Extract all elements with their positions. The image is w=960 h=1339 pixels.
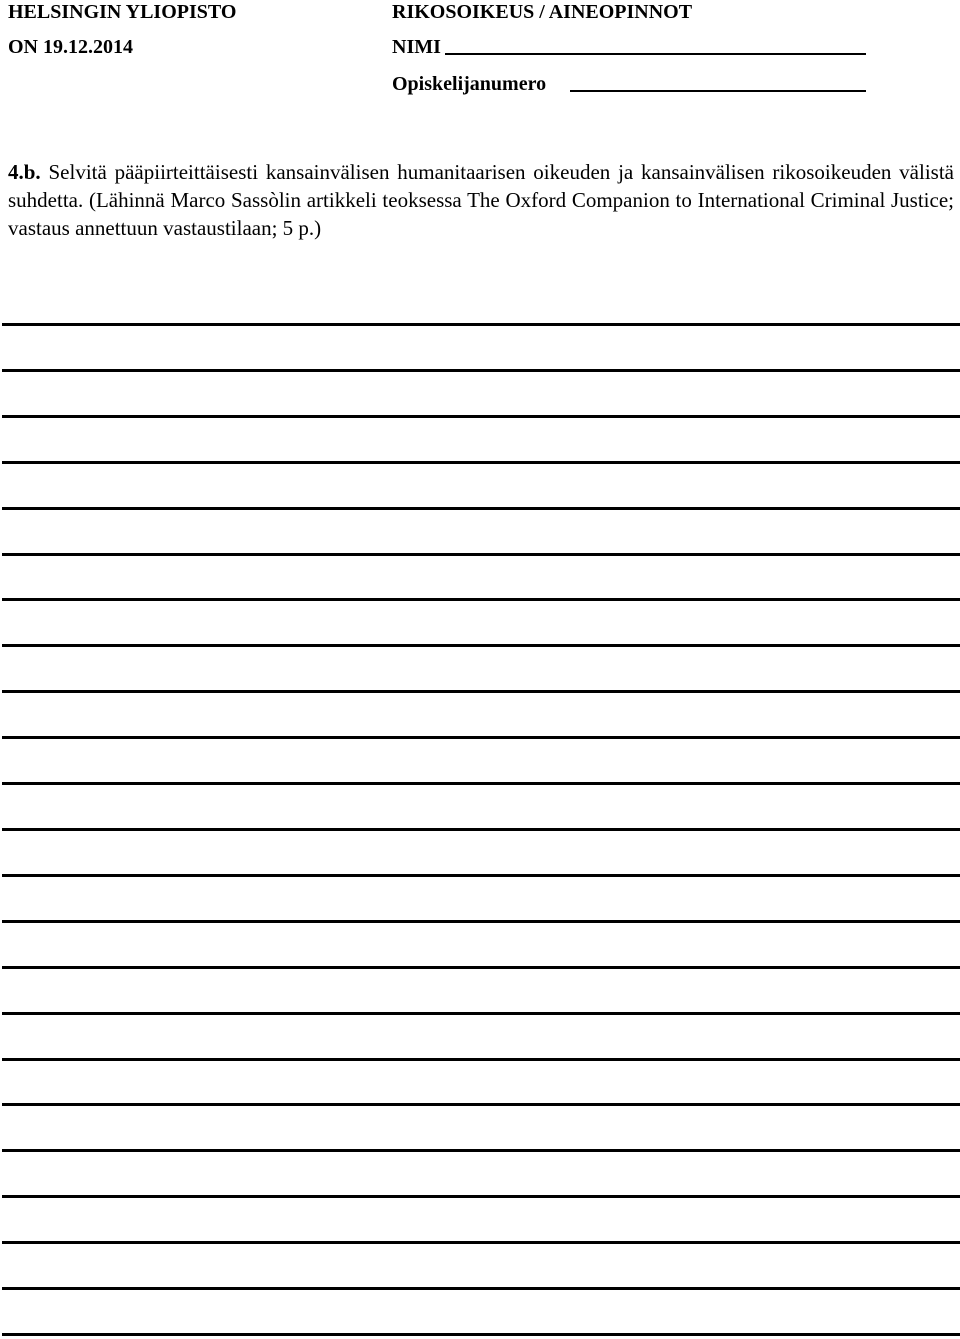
answer-line[interactable] <box>2 736 960 739</box>
name-label: NIMI <box>392 36 441 58</box>
answer-line[interactable] <box>2 690 960 693</box>
answer-line[interactable] <box>2 644 960 647</box>
answer-line[interactable] <box>2 461 960 464</box>
answer-line[interactable] <box>2 1103 960 1106</box>
question-number: 4.b. <box>8 160 41 184</box>
answer-line[interactable] <box>2 507 960 510</box>
university-name: HELSINGIN YLIOPISTO <box>8 1 237 23</box>
answer-line[interactable] <box>2 1195 960 1198</box>
answer-line[interactable] <box>2 1241 960 1244</box>
answer-line[interactable] <box>2 782 960 785</box>
answer-line[interactable] <box>2 323 960 326</box>
answer-line[interactable] <box>2 966 960 969</box>
answer-line[interactable] <box>2 920 960 923</box>
answer-line[interactable] <box>2 415 960 418</box>
answer-line[interactable] <box>2 874 960 877</box>
exam-date: ON 19.12.2014 <box>8 36 133 58</box>
question-text: Selvitä pääpiirteittäisesti kansainvälisen humanitaarisen oikeuden ja kansainvälisen rikosoikeuden välistä suhdetta. (Lähinnä Marco Sassòlin artikkeli teoksessa The Oxford Companion to International Criminal Justice; vastaus annettuun vastaustilaan; 5 p.) <box>8 160 954 240</box>
answer-line[interactable] <box>2 1287 960 1290</box>
answer-line[interactable] <box>2 1012 960 1015</box>
answer-line[interactable] <box>2 369 960 372</box>
answer-line[interactable] <box>2 553 960 556</box>
answer-line[interactable] <box>2 1058 960 1061</box>
answer-line[interactable] <box>2 828 960 831</box>
answer-line[interactable] <box>2 598 960 601</box>
answer-line[interactable] <box>2 1149 960 1152</box>
course-title: RIKOSOIKEUS / AINEOPINNOT <box>392 1 693 23</box>
student-number-label: Opiskelijanumero <box>392 73 547 95</box>
answer-line[interactable] <box>2 1333 960 1336</box>
